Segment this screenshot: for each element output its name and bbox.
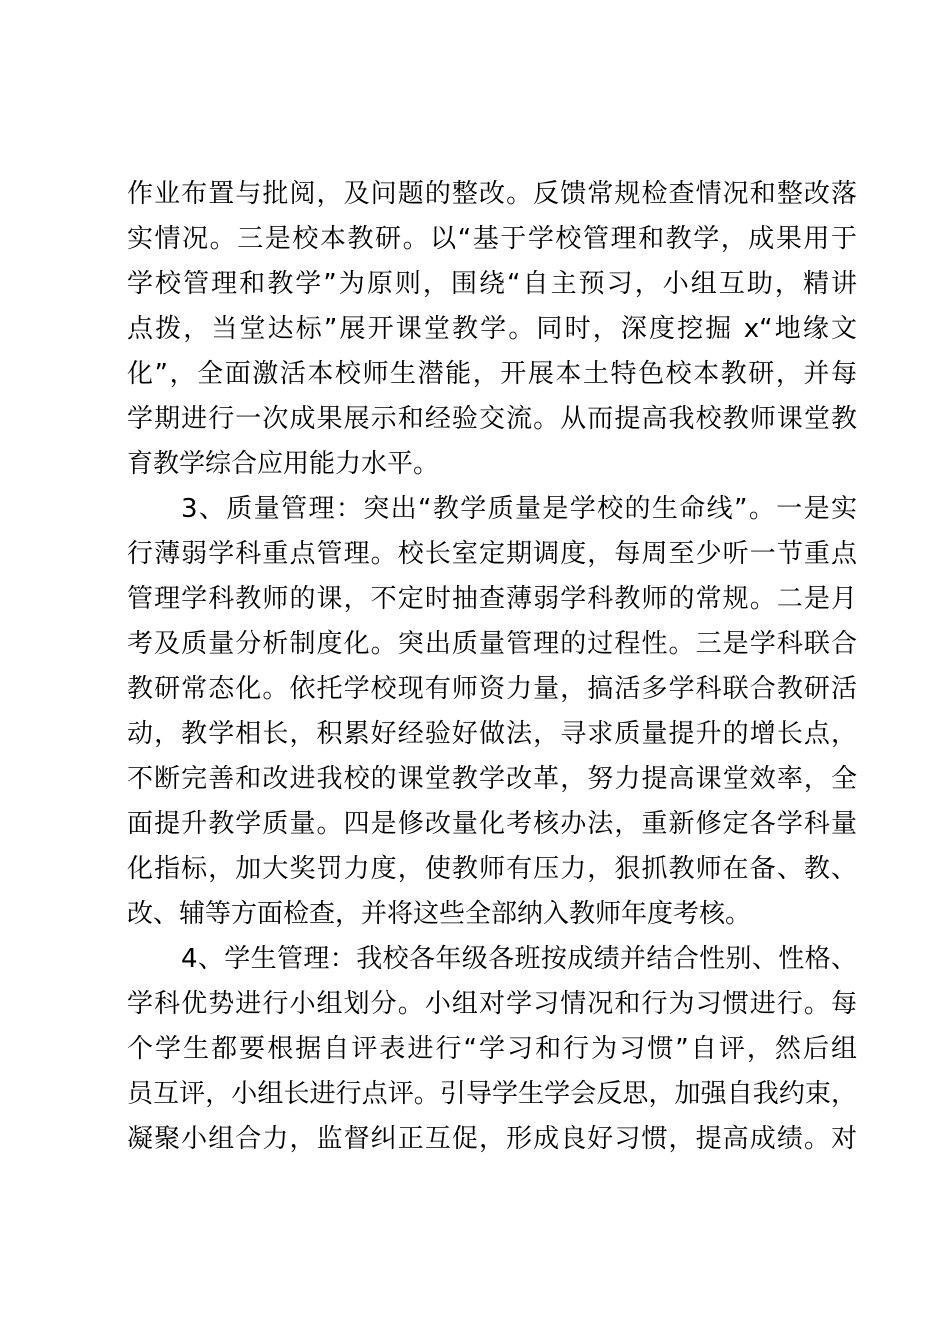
text-line: 3、质量管理：突出“教学质量是学校的生命线”。一是实 xyxy=(181,494,857,524)
text-line: 4、学生管理：我校各年级各班按成绩并结合性别、性格、 xyxy=(181,944,857,974)
text-line: 个学生都要根据自评表进行“学习和行为习惯”自评，然后组 xyxy=(127,1034,857,1064)
text-line: 不断完善和改进我校的课堂教学改革，努力提高课堂效率，全 xyxy=(127,764,857,794)
text-line: 动，教学相长，积累好经验好做法，寻求质量提升的增长点， xyxy=(127,719,857,749)
text-line: 学校管理和教学”为原则，围绕“自主预习，小组互助，精讲 xyxy=(127,269,857,299)
text-line: 学期进行一次成果展示和经验交流。从而提高我校教师课堂教 xyxy=(127,404,857,434)
text-line: 考及质量分析制度化。突出质量管理的过程性。三是学科联合 xyxy=(127,629,857,659)
text-line: 作业布置与批阅，及问题的整改。反馈常规检查情况和整改落 xyxy=(127,179,857,209)
text-line: 教研常态化。依托学校现有师资力量，搞活多学科联合教研活 xyxy=(127,674,857,704)
text-line: 化”，全面激活本校师生潜能，开展本土特色校本教研，并每 xyxy=(127,359,857,389)
text-line: 凝聚小组合力，监督纠正互促，形成良好习惯，提高成绩。对 xyxy=(127,1124,857,1154)
text-line: 面提升教学质量。四是修改量化考核办法，重新修定各学科量 xyxy=(127,809,857,839)
text-line: 行薄弱学科重点管理。校长室定期调度，每周至少听一节重点 xyxy=(127,539,857,569)
text-line: 管理学科教师的课，不定时抽查薄弱学科教师的常规。二是月 xyxy=(127,584,857,614)
text-line: 育教学综合应用能力水平。 xyxy=(127,449,440,479)
text-line: 点拨，当堂达标”展开课堂教学。同时，深度挖掘 x“地缘文 xyxy=(127,314,857,344)
text-line: 实情况。三是校本教研。以“基于学校管理和教学，成果用于 xyxy=(127,224,857,254)
text-line: 学科优势进行小组划分。小组对学习情况和行为习惯进行。每 xyxy=(127,989,857,1019)
text-line: 化指标，加大奖罚力度，使教师有压力，狠抓教师在备、教、 xyxy=(127,854,857,884)
document-body xyxy=(127,172,857,1162)
text-line: 员互评，小组长进行点评。引导学生学会反思，加强自我约束， xyxy=(127,1079,857,1109)
text-line: 改、辅等方面检查，并将这些全部纳入教师年度考核。 xyxy=(127,899,752,929)
